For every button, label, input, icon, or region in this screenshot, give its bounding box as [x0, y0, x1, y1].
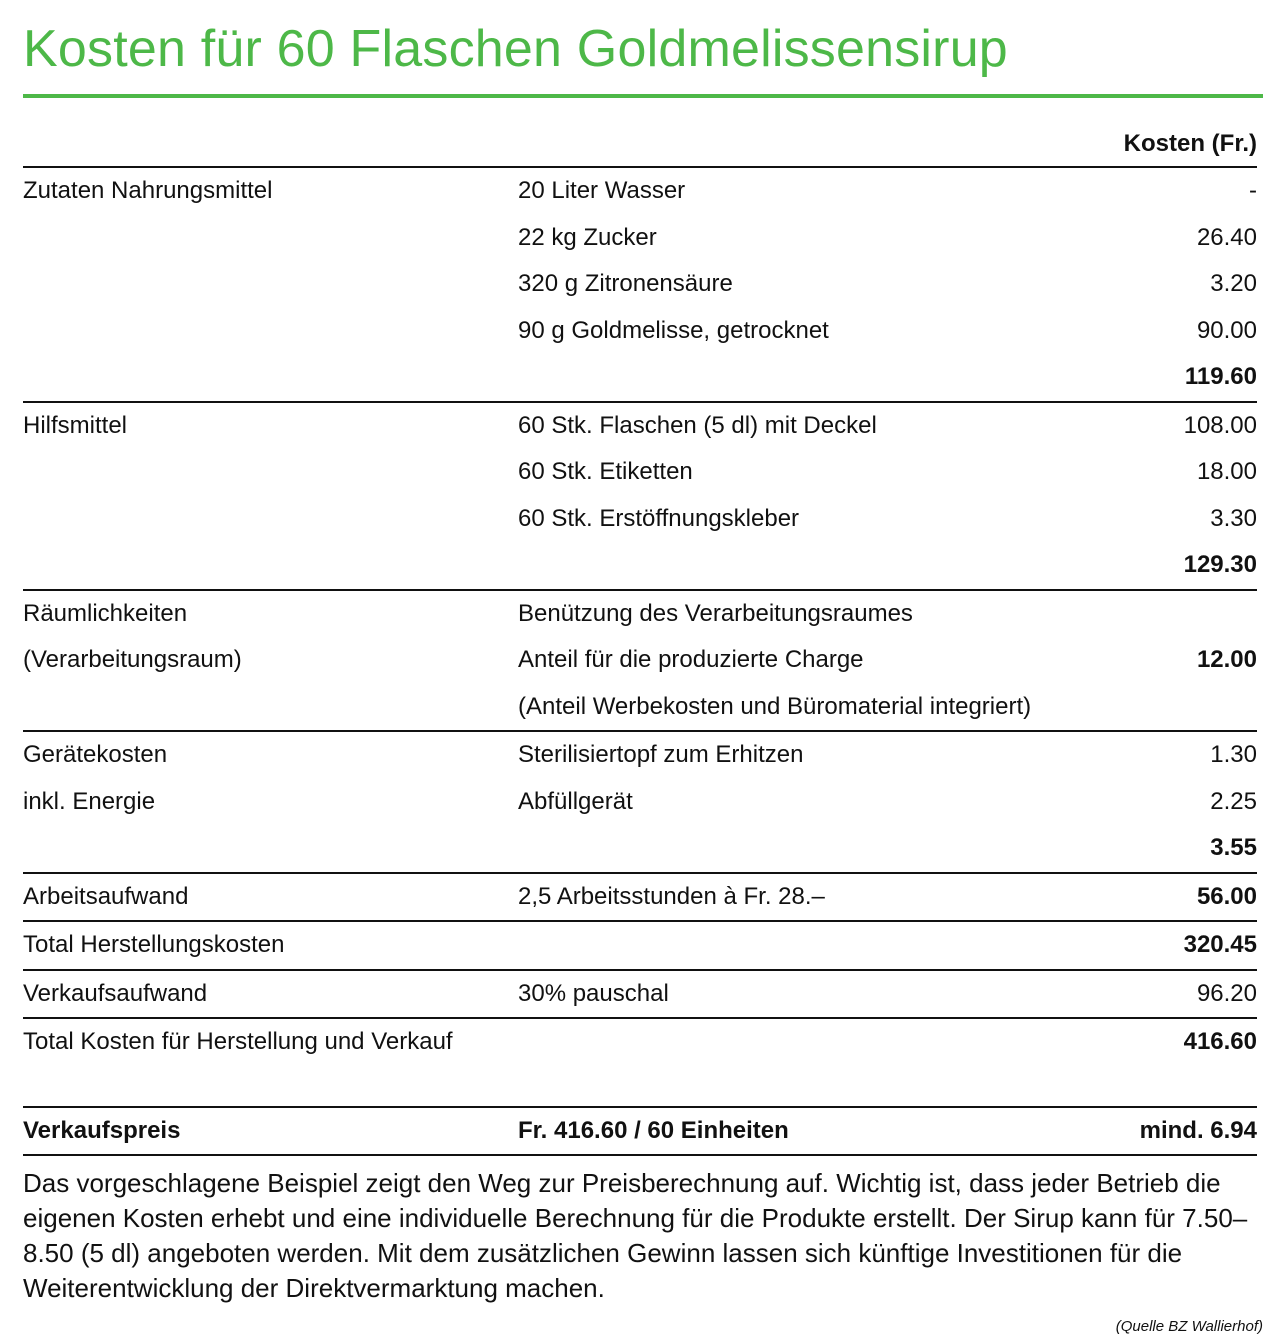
item-cell: Anteil für die produzierte Charge [518, 646, 864, 674]
item-cell [518, 1018, 1078, 1066]
page-title: Kosten für 60 Flaschen Goldmelissensirup [23, 20, 1008, 78]
category-cell [23, 684, 518, 732]
item-cell: 22 kg Zucker [518, 223, 657, 251]
sale-price-row [23, 1107, 1257, 1155]
item-cell: 60 Stk. Erstöffnungskleber [518, 504, 800, 532]
category-cell [23, 308, 518, 355]
item-cell: 20 Liter Wasser [518, 167, 1078, 215]
category-cell: Verkaufsaufwand [23, 970, 518, 1019]
table-row [23, 684, 1257, 732]
cost-cell: 1.30 [1078, 731, 1257, 779]
cost-cell: 129.30 [1183, 551, 1257, 579]
table-row [23, 1018, 1257, 1066]
cost-cell: 119.60 [1184, 363, 1257, 391]
document-page [23, 0, 1263, 1335]
table-row [23, 921, 1257, 970]
category-cell [23, 215, 518, 262]
spacer-row [23, 1066, 1257, 1107]
cost-cell: 3.55 [1210, 834, 1257, 862]
item-cell: 2,5 Arbeitsstunden à Fr. 28.– [518, 873, 1078, 922]
category-cell [23, 261, 518, 308]
table-row [23, 449, 1257, 496]
table-header-row [23, 122, 1257, 167]
table-row [23, 402, 1257, 450]
cost-table [23, 122, 1257, 1156]
category-cell: Total Herstellungskosten [23, 921, 518, 970]
table-row [23, 637, 1257, 684]
category-cell [23, 354, 518, 402]
item-cell: Abfüllgerät [518, 787, 633, 815]
table-row [23, 354, 1257, 402]
title-divider [23, 94, 1263, 98]
cost-cell: 3.30 [1210, 504, 1257, 532]
cost-cell: 3.20 [1210, 270, 1257, 298]
explanation-paragraph: Das vorgeschlagene Beispiel zeigt den Weg zur Preisberechnung auf. Wichtig ist, dass jeder Betrieb die eigenen Kosten erhebt und eine individuelle Berechnung für die Produkte erstellt. Der Sirup kann für 7.50–8.50 (5 dl) angeboten werden. Mit dem zusätzlichen Gewinn lassen sich künftige Investitionen für die Weiterentwicklung der Direktvermarktung machen. [23, 1167, 1248, 1303]
cost-cell: 18.00 [1196, 458, 1257, 486]
category-cell [23, 449, 518, 496]
category-cell: Arbeitsaufwand [23, 873, 518, 922]
cost-cell: 108.00 [1078, 402, 1257, 450]
table-row [23, 542, 1257, 590]
table-row [23, 590, 1257, 638]
item-cell: 320 g Zitronensäure [518, 270, 733, 298]
table-row [23, 308, 1257, 355]
category-cell [23, 825, 518, 873]
item-cell: 90 g Goldmelisse, getrocknet [518, 316, 829, 344]
cost-cell: 96.20 [1078, 970, 1257, 1019]
source-note: (Quelle BZ Wallierhof) [1115, 1317, 1263, 1335]
category-cell: inkl. Energie [23, 787, 156, 815]
cost-cell: 56.00 [1078, 873, 1257, 922]
table-row [23, 731, 1257, 779]
cost-cell: 26.40 [1196, 223, 1257, 251]
table-row [23, 167, 1257, 215]
table-row [23, 825, 1257, 873]
item-cell: 60 Stk. Flaschen (5 dl) mit Deckel [518, 402, 1078, 450]
category-cell: Räumlichkeiten [23, 590, 518, 638]
table-row [23, 779, 1257, 826]
cost-cell [1078, 590, 1257, 638]
table-row [23, 261, 1257, 308]
sale-price-value: mind. 6.94 [1078, 1107, 1257, 1155]
cost-cell: 416.60 [1078, 1018, 1257, 1066]
cost-cell: - [1078, 167, 1257, 215]
cost-cell [1078, 684, 1257, 732]
sale-price-label: Verkaufspreis [23, 1107, 518, 1155]
category-cell: Total Kosten für Herstellung und Verkauf [23, 1018, 518, 1066]
cost-cell: 2.25 [1210, 787, 1257, 815]
item-cell: (Anteil Werbekosten und Büromaterial integriert) [518, 692, 1032, 720]
item-cell: 60 Stk. Etiketten [518, 458, 693, 486]
category-cell: Hilfsmittel [23, 402, 518, 450]
table-row [23, 496, 1257, 543]
item-cell [518, 354, 1078, 402]
cost-column-header: Kosten (Fr.) [1078, 122, 1257, 167]
item-cell: 30% pauschal [518, 970, 1078, 1019]
table-row [23, 873, 1257, 922]
category-cell: Gerätekosten [23, 731, 518, 779]
cost-cell: 12.00 [1196, 646, 1257, 674]
cost-cell: 90.00 [1196, 316, 1257, 344]
table-row [23, 970, 1257, 1019]
cost-table-body [23, 167, 1257, 1066]
item-cell: Benützung des Verarbeitungsraumes [518, 590, 1078, 638]
category-cell [23, 496, 518, 543]
table-row [23, 215, 1257, 262]
item-cell [518, 825, 1078, 873]
item-cell [518, 542, 1078, 590]
cost-cell: 320.45 [1078, 921, 1257, 970]
sale-price-formula: Fr. 416.60 / 60 Einheiten [518, 1107, 1078, 1155]
item-cell [518, 921, 1078, 970]
category-cell [23, 542, 518, 590]
item-cell: Sterilisiertopf zum Erhitzen [518, 731, 1078, 779]
category-cell: (Verarbeitungsraum) [23, 646, 242, 674]
category-cell: Zutaten Nahrungsmittel [23, 167, 518, 215]
